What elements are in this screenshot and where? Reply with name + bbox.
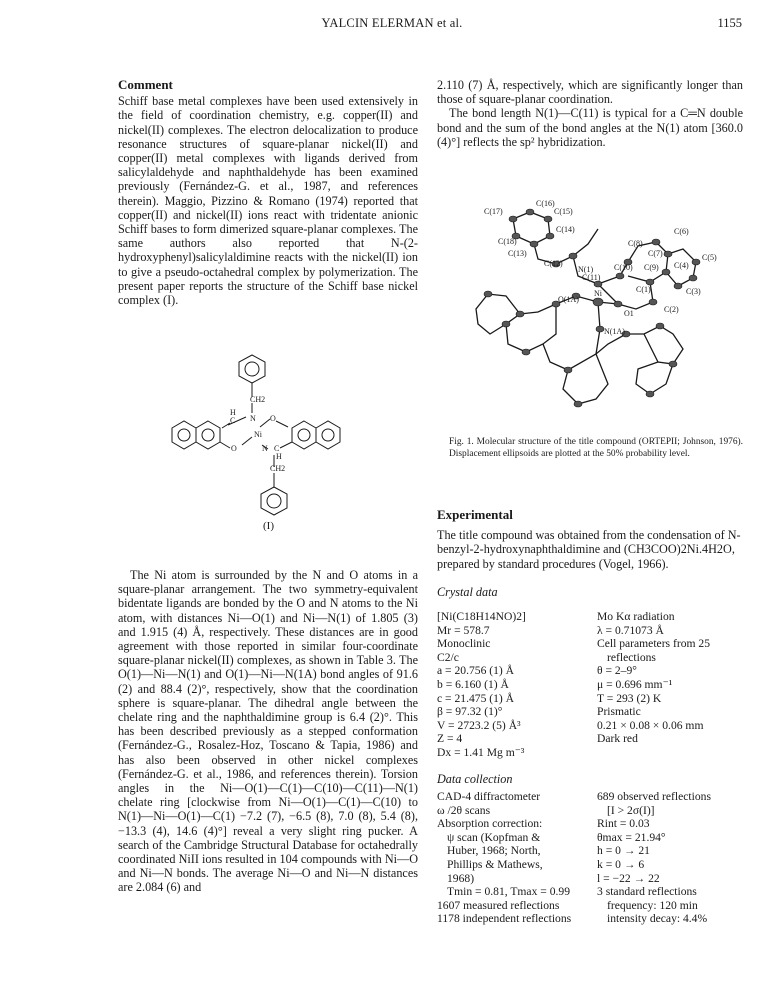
scheme-ni: Ni <box>254 430 262 439</box>
experimental-section <box>437 508 743 599</box>
collection-tmin-tmax: Tmin = 0.81, Tmax = 0.99 <box>447 885 570 899</box>
collection-ref-1: Huber, 1968; North, <box>447 844 541 858</box>
atom-label-n1: N(1) <box>578 265 594 274</box>
collection-diffractometer: CAD-4 diffractometer <box>437 790 541 803</box>
atom-label-c5: C(5) <box>702 253 717 262</box>
atom-label-c6: C(6) <box>674 227 689 236</box>
atom-label-c17: C(17) <box>484 207 503 216</box>
comment-paragraph-4: The bond length N(1)—C(11) is typical for a C═N double bond and the sum of the bond angles at the N(1) atom [360.0 (4)°] reflects the sp² hybridization. <box>437 106 743 149</box>
comment-paragraph-3: 2.110 (7) Å, respectively, which are significantly longer than those of square-planar coordination. <box>437 78 743 107</box>
comment-paragraph-1: Schiff base metal complexes have been used extensively in the field of coordination chemistry, e.g. copper(II) and nickel(II) complexes. The electron delocalization to produce resonance structures of square-planar nickel(II) and copper(II) metal complexes with ligands derived from salicylaldehyde and naphthaldehyde has been examined previously (Fernández-G. et al., 1987, and references therein). Maggio, Pizzino & Romano (1974) reported that copper(II) and nickel(II) ions react with tridentate anionic Schiff bases to form dimerized square-planar complexes. The same authors also reported that N-(2-hydroxyphenyl)salicylaldimine reacts with the nickel(II) ion to give a pseudo-octahedral complex by polymerization. The present paper reports the structure of the Schiff base nickel complex (I). <box>118 94 418 308</box>
comment-column <box>118 78 418 307</box>
atom-label-c15: C(15) <box>554 207 573 216</box>
crystal-formula: [Ni(C18H14NO)2] <box>437 610 526 623</box>
crystal-mr: Mr = 578.7 <box>437 623 490 637</box>
crystal-z: Z = 4 <box>437 732 463 746</box>
atom-label-c8: C(8) <box>628 239 643 248</box>
atom-label-c4: C(4) <box>674 261 689 270</box>
atom-label-c14: C(14) <box>556 225 575 234</box>
scheme-ch2-top: CH2 <box>250 395 266 404</box>
scheme-n-right: N <box>262 444 268 453</box>
comment-column-right <box>437 78 743 149</box>
collection-absorption: Absorption correction: <box>437 817 543 831</box>
atom-label-n1a: N(1A) <box>604 327 625 336</box>
comment-column-lower <box>118 568 418 895</box>
collection-thetamax: θmax = 21.94° <box>597 830 666 844</box>
page-number: 1155 <box>717 16 742 30</box>
crystal-size: 0.21 × 0.08 × 0.06 mm <box>597 718 704 732</box>
crystal-reflections: reflections <box>607 650 656 664</box>
atom-label-c2: C(2) <box>664 305 679 314</box>
collection-k: k = 0 → 6 <box>597 857 645 871</box>
atom-label-c12: C(12) <box>544 259 563 268</box>
crystal-c: c = 21.475 (1) Å <box>437 691 515 705</box>
chemical-scheme <box>170 345 370 575</box>
atom-label-c11: C(11) <box>582 273 601 282</box>
crystal-a: a = 20.756 (1) Å <box>437 664 515 678</box>
crystal-shape: Prismatic <box>597 705 641 719</box>
figure-caption: Fig. 1. Molecular structure of the title compound (ORTEPII; Johnson, 1976). Displacement ellipsoids are plotted at the 50% probability level. <box>449 437 743 459</box>
crystal-space-group: C2/c <box>437 650 459 664</box>
atom-label-c1: C(1) <box>636 285 651 294</box>
atom-label-c10: C(10) <box>614 263 633 272</box>
scheme-o-left: O <box>231 444 237 453</box>
collection-left <box>437 790 597 926</box>
atom-label-c13: C(13) <box>508 249 527 258</box>
atom-label-c9: C(9) <box>644 263 659 272</box>
experimental-text: The title compound was obtained from the condensation of N-benzyl-2-hydroxynaphthaldimine and (CH3COO)2Ni.4H2O, prepared by standard procedures (Vogel, 1966). <box>437 528 741 571</box>
crystal-data-left <box>437 610 597 760</box>
scheme-h-right: H <box>276 452 282 461</box>
running-header <box>0 16 784 36</box>
crystal-mu: μ = 0.696 mm⁻¹ <box>597 677 673 691</box>
crystal-beta: β = 97.32 (1)° <box>437 705 503 719</box>
crystal-radiation: Mo Kα radiation <box>597 610 675 623</box>
crystal-temperature: T = 293 (2) K <box>597 691 662 705</box>
collection-ref-2: Phillips & Mathews, <box>447 857 543 871</box>
scheme-h-left: H <box>230 408 236 417</box>
crystal-lambda: λ = 0.71073 Å <box>597 623 664 637</box>
collection-criterion: [I > 2σ(I)] <box>607 803 655 817</box>
collection-scans: ω /2θ scans <box>437 803 491 817</box>
atom-label-c3: C(3) <box>686 287 701 296</box>
crystal-cell-params: Cell parameters from 25 <box>597 637 710 651</box>
collection-psi-scan: ψ scan (Kopfman & <box>447 830 541 844</box>
scheme-c-left: C <box>230 416 236 425</box>
collection-frequency: frequency: 120 min <box>607 898 698 912</box>
ortep-figure <box>468 184 728 424</box>
crystal-b: b = 6.160 (1) Å <box>437 677 509 691</box>
collection-rint: Rint = 0.03 <box>597 817 650 831</box>
crystal-colour: Dark red <box>597 732 638 746</box>
collection-l: l = −22 → 22 <box>597 871 660 885</box>
atom-label-ni: Ni <box>594 289 602 298</box>
crystal-data-heading: Crystal data <box>437 584 498 599</box>
crystal-v: V = 2723.2 (5) Å³ <box>437 718 521 732</box>
scheme-label: (I) <box>263 520 274 532</box>
crystal-dx: Dx = 1.41 Mg m⁻³ <box>437 745 525 759</box>
atom-label-c16: C(16) <box>536 199 555 208</box>
collection-decay: intensity decay: 4.4% <box>607 912 708 926</box>
scheme-n-left: N <box>250 414 256 423</box>
collection-measured: 1607 measured reflections <box>437 898 560 912</box>
collection-standards: 3 standard reflections <box>597 885 697 899</box>
experimental-heading: Experimental <box>437 507 513 522</box>
scheme-c-right: C <box>274 444 280 453</box>
crystal-data-right <box>597 610 747 746</box>
collection-h: h = 0 → 21 <box>597 844 650 858</box>
data-collection-heading: Data collection <box>437 772 513 786</box>
atom-label-o1a: O(1A) <box>558 295 579 304</box>
comment-heading: Comment <box>118 77 173 92</box>
scheme-o-right: O <box>270 414 276 423</box>
comment-paragraph-2: The Ni atom is surrounded by the N and O atoms in a square-planar arrangement. The two symmetry-equivalent bidentate ligands are bonded by the O and N atoms to the Ni atom, with distances Ni—O(1) and Ni—N(1) of 1.805 (3) and 1.915 (4) Å, respectively. These distances are in good agreement with those reported in similar four-coordinate square-planar nickel(II) complexes, as shown in Table 3. The O(1)—Ni—N(1) and O(1)—Ni—N(1A) bond angles of 91.6 (2) and 88.4 (2)°, respectively, show that the coordination sphere is square-planar. The dihedral angle between the chelate ring and the naphthaldimine group is 6.4 (2)°. This has been described previously as a stepped conformation (Fernández-G., Rosalez-Hoz, Toscano & Tapia, 1986) and has also been observed in other nickel complexes (Fernández-G. et al., 1986, and references therein). Torsion angles in the Ni—O(1)—C(1)—C(10)—C(11)—N(1) chelate ring [clockwise from Ni—O(1)—C(1)—C(10) to N(1)—Ni—O(1)—C(1) −7.2 (7), −6.5 (8), 7.0 (8), 5.4 (8), −13.3 (4), 14.6 (4)°] reveal a very slight ring pucker. A search of the Cambridge Structural Database for octahedrally coordinated NiII ions resulted in 104 compounds with Ni—O and Ni—N bonds. The average Ni—O and Ni—N distances are 2.084 (6) and <box>118 568 418 895</box>
crystal-theta: θ = 2–9° <box>597 664 637 678</box>
scheme-ch2-bottom: CH2 <box>270 464 286 473</box>
atom-label-c18: C(18) <box>498 237 517 246</box>
collection-observed: 689 observed reflections <box>597 790 711 803</box>
collection-ref-3: 1968) <box>447 871 475 885</box>
collection-independent: 1178 independent reflections <box>437 912 572 926</box>
crystal-system: Monoclinic <box>437 637 491 651</box>
running-author: YALCIN ELERMAN et al. <box>321 16 463 30</box>
atom-label-o1: O1 <box>624 309 634 318</box>
atom-label-c7: C(7) <box>648 249 663 258</box>
collection-right <box>597 790 747 926</box>
